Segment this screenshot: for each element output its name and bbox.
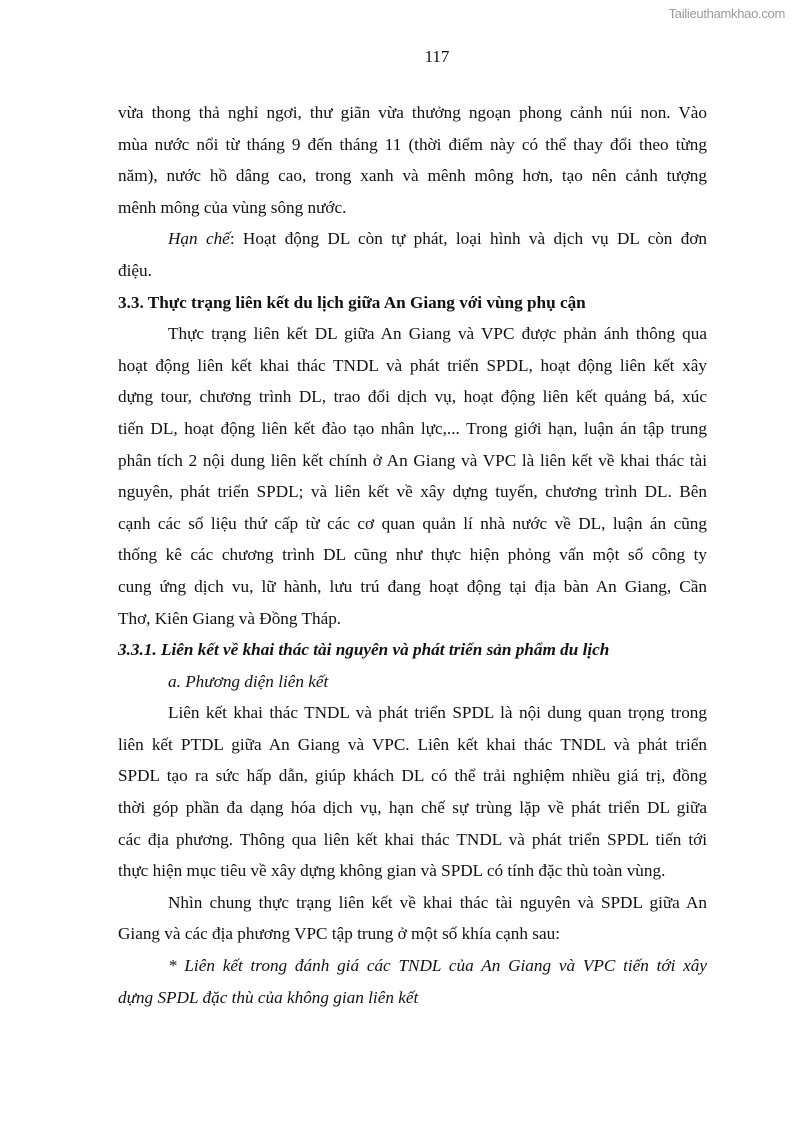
- text-line: vừa thong thả nghỉ ngơi, thư giãn vừa thưởng ngoạn phong cảnh núi non. Vào: [118, 103, 707, 122]
- section-heading: [118, 634, 707, 666]
- text-line: nguyên, phát triển SPDL; và liên kết về xây dựng tuyến, chương trình DL. Bên: [118, 482, 707, 502]
- paragraph: [118, 223, 707, 286]
- text-line: dựng SPDL đặc thù của không gian liên kết: [118, 987, 419, 1007]
- limitation-label: Hạn chế: [168, 229, 230, 249]
- paragraph: [118, 97, 707, 223]
- text-line: thời góp phần đa dạng hóa dịch vụ, hạn chế sự trùng lặp về phát triển DL giữa: [118, 798, 707, 818]
- text-line: Liên kết khai thác TNDL và phát triển SPDL là nội dung quan trọng trong: [168, 703, 707, 723]
- paragraph: [118, 887, 707, 950]
- subsection-heading: [118, 666, 707, 698]
- text-line: cạnh các số liệu thứ cấp từ các cơ quan quản lí nhà nước về DL, luận án cũng: [118, 513, 707, 533]
- text-line: thống kê các chương trình DL cũng như thực hiện phỏng vấn một số công ty: [118, 545, 707, 565]
- text-line: năm), nước hồ dâng cao, trong xanh và mênh mông hơn, tạo nên cảnh tượng: [118, 166, 707, 186]
- text-line: Nhìn chung thực trạng liên kết về khai thác tài nguyên và SPDL giữa An: [168, 892, 707, 912]
- text-line: [118, 223, 707, 255]
- text-line: SPDL tạo ra sức hấp dẫn, giúp khách DL có thể trải nghiệm nhiều giá trị, đồng: [118, 766, 707, 786]
- text-line: dựng tour, chương trình DL, trao đổi dịch vụ, hoạt động liên kết quảng bá, xúc: [118, 387, 707, 407]
- text-line: a. Phương diện liên kết: [168, 671, 329, 691]
- text-line: cung ứng dịch vu, lữ hành, lưu trú đang hoạt động tại địa bàn An Giang, Cần: [118, 576, 707, 596]
- text-line: điệu.: [118, 260, 152, 280]
- text-line: phân tích 2 nội dung liên kết chính ở An Giang và VPC là liên kết về khai thác tài: [118, 450, 707, 470]
- text-line: Thực trạng liên kết DL giữa An Giang và VPC được phản ánh thông qua: [168, 324, 707, 344]
- text-line: mênh mông của vùng sông nước.: [118, 197, 347, 217]
- text-line: mùa nước nổi từ tháng 9 đến tháng 11 (thời điểm này có thể thay đổi theo từng: [118, 134, 707, 154]
- text-line: hoạt động liên kết khai thác TNDL và phát triển SPDL, hoạt động liên kết xây: [118, 355, 707, 375]
- watermark: Tailieuthamkhao.com: [668, 6, 785, 21]
- text-line: các địa phương. Thông qua liên kết khai thác TNDL và phát triển SPDL tiến tới: [118, 829, 707, 849]
- page-number: 117: [424, 47, 450, 66]
- paragraph: [118, 318, 707, 634]
- text-line: 3.3.1. Liên kết về khai thác tài nguyên và phát triển sản phẩm du lịch: [118, 640, 610, 660]
- section-heading: [118, 287, 707, 319]
- text-line: * Liên kết trong đánh giá các TNDL của An Giang và VPC tiến tới xây: [168, 956, 707, 976]
- paragraph: [118, 697, 707, 887]
- limitation-text: : Hoạt động DL còn tự phát, loại hình và dịch vụ DL còn đơn: [229, 229, 708, 249]
- text-line: liên kết PTDL giữa An Giang và VPC. Liên kết khai thác TNDL và phát triển: [118, 734, 707, 754]
- text-line: Giang và các địa phương VPC tập trung ở một số khía cạnh sau:: [118, 924, 560, 944]
- text-line: 3.3. Thực trạng liên kết du lịch giữa An Giang với vùng phụ cận: [118, 292, 586, 312]
- text-line: Thơ, Kiên Giang và Đồng Tháp.: [118, 608, 342, 628]
- document-body: [118, 97, 707, 1013]
- text-line: tiến DL, hoạt động liên kết đào tạo nhân lực,... Trong giới hạn, luận án tập trung: [118, 418, 707, 438]
- text-line: thực hiện mục tiêu về xây dựng không gian và SPDL có tính đặc thù toàn vùng.: [118, 861, 666, 881]
- paragraph: [118, 950, 707, 1013]
